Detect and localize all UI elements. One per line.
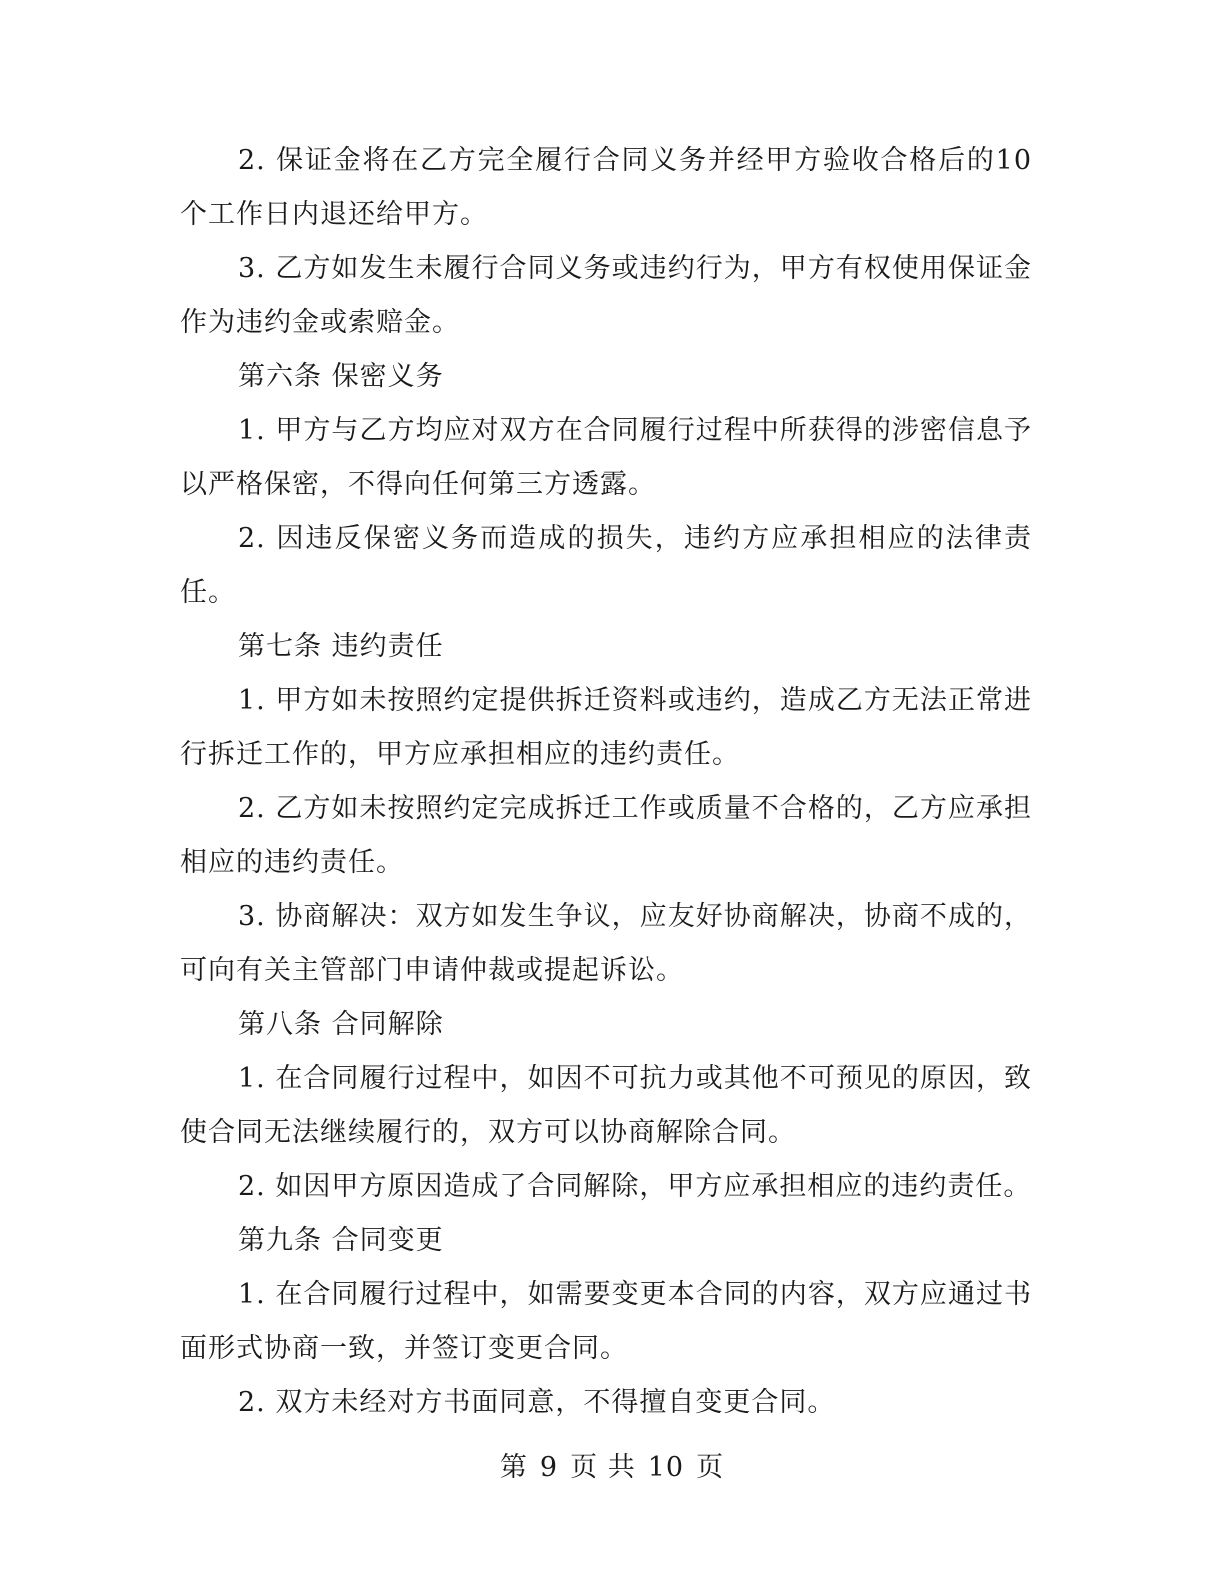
current-page-number: 9	[539, 1452, 559, 1483]
footer-middle: 页 共	[570, 1452, 636, 1483]
clause-8-item-2: 2. 如因甲方原因造成了合同解除，甲方应承担相应的违约责任。	[238, 1171, 1032, 1202]
footer-prefix: 第	[499, 1452, 528, 1483]
clause-7-heading: 第七条 违约责任	[238, 631, 444, 662]
document-body	[180, 134, 1032, 1430]
footer-suffix: 页	[696, 1452, 725, 1483]
clause-5-item-2: 2. 保证金将在乙方完全履行合同义务并经甲方验收合格后的10个工作日内退还给甲方。	[180, 145, 1032, 230]
clause-6-heading: 第六条 保密义务	[238, 361, 444, 392]
clause-7-item-1: 1. 甲方如未按照约定提供拆迁资料或违约，造成乙方无法正常进行拆迁工作的，甲方应承担相应的违约责任。	[180, 685, 1032, 770]
clause-6-item-2: 2. 因违反保密义务而造成的损失，违约方应承担相应的法律责任。	[180, 523, 1032, 608]
clause-5-item-3: 3. 乙方如发生未履行合同义务或违约行为，甲方有权使用保证金作为违约金或索赔金。	[180, 253, 1032, 338]
clause-8-item-1: 1. 在合同履行过程中，如因不可抗力或其他不可预见的原因，致使合同无法继续履行的，双方可以协商解除合同。	[180, 1063, 1032, 1148]
clause-6-item-1: 1. 甲方与乙方均应对双方在合同履行过程中所获得的涉密信息予以严格保密，不得向任何第三方透露。	[180, 415, 1032, 500]
clause-7-item-3: 3. 协商解决：双方如发生争议，应友好协商解决，协商不成的，可向有关主管部门申请仲裁或提起诉讼。	[180, 901, 1032, 986]
total-page-count: 10	[647, 1452, 685, 1483]
clause-7-item-2: 2. 乙方如未按照约定完成拆迁工作或质量不合格的，乙方应承担相应的违约责任。	[180, 793, 1032, 878]
clause-9-heading: 第九条 合同变更	[238, 1225, 444, 1256]
clause-9-item-2: 2. 双方未经对方书面同意，不得擅自变更合同。	[238, 1387, 836, 1418]
clause-9-item-1: 1. 在合同履行过程中，如需要变更本合同的内容，双方应通过书面形式协商一致，并签订变更合同。	[180, 1279, 1032, 1364]
page-footer	[0, 1448, 1224, 1488]
clause-8-heading: 第八条 合同解除	[238, 1009, 444, 1040]
